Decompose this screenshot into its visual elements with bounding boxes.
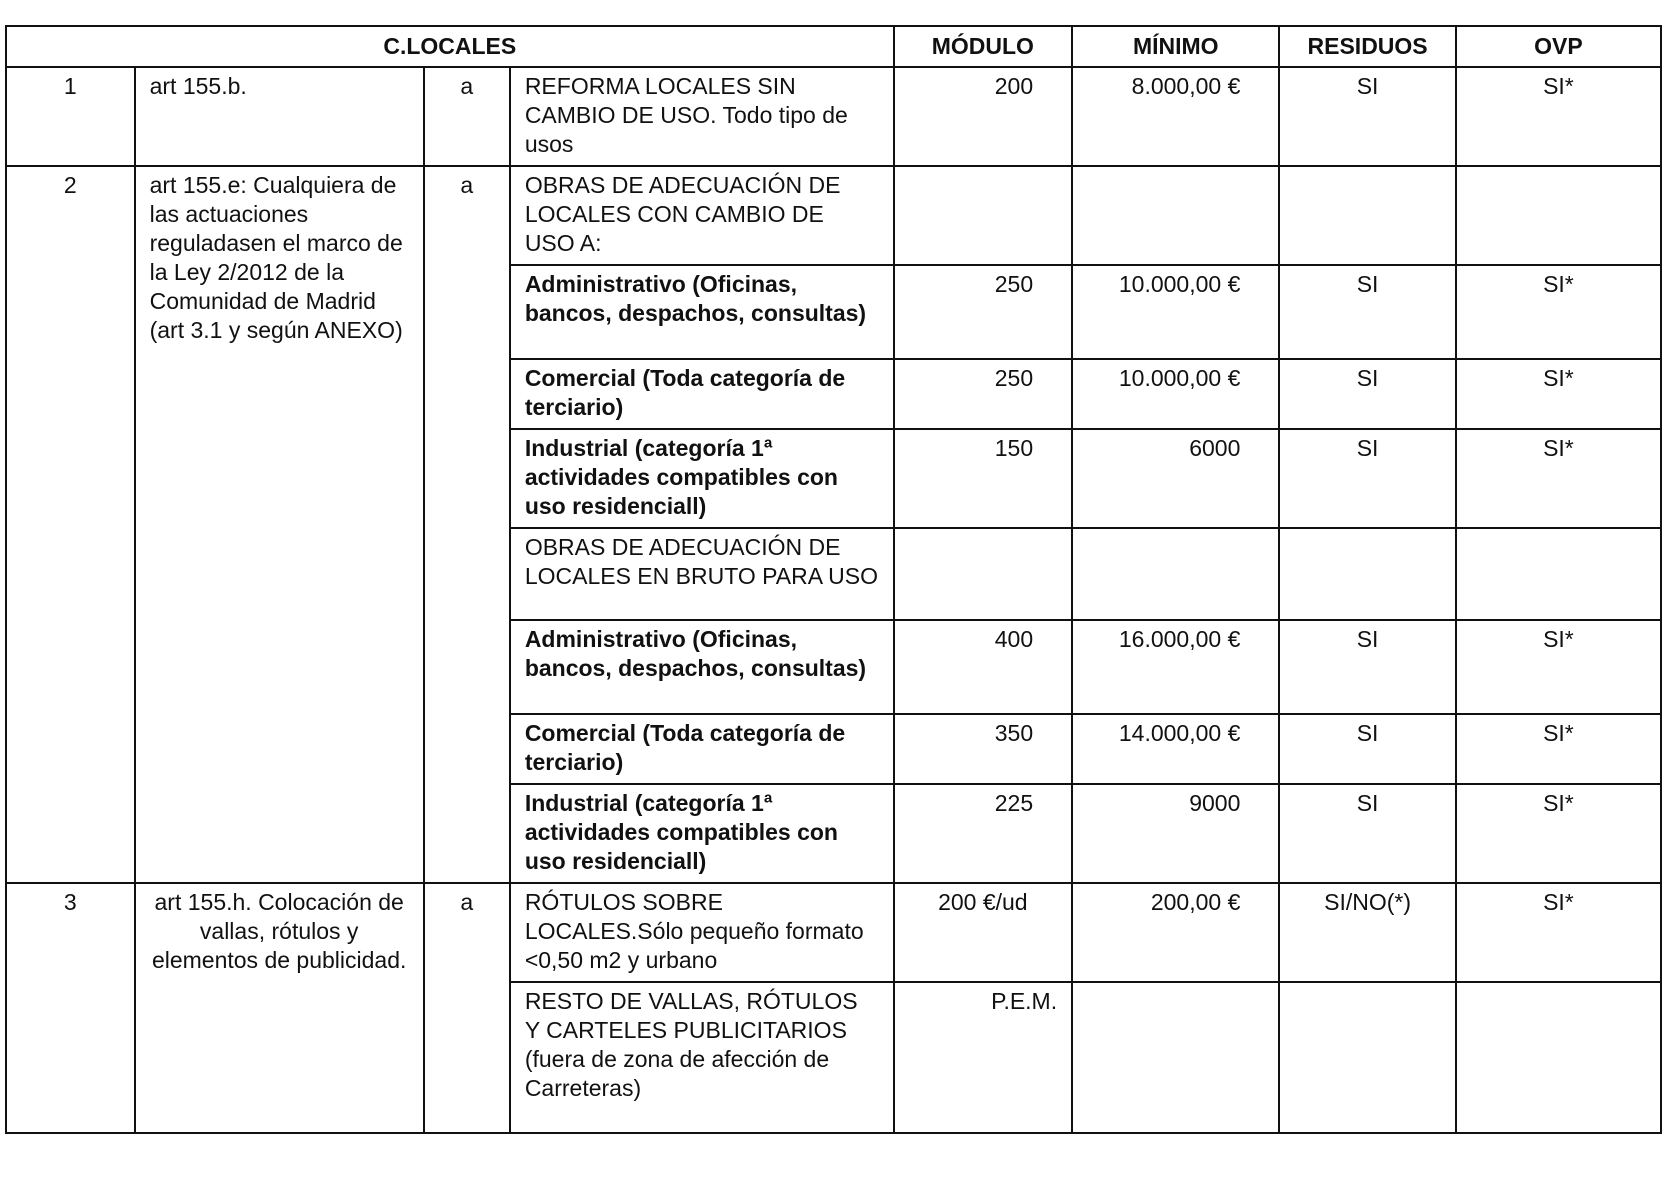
minimo-cell: 14.000,00 € (1072, 714, 1279, 784)
description-cell: OBRAS DE ADECUACIÓN DE LOCALES CON CAMBIO DE USO A: (510, 166, 894, 265)
row-number: 3 (6, 883, 135, 1133)
header-row (6, 26, 1661, 67)
description-cell: REFORMA LOCALES SIN CAMBIO DE USO. Todo tipo de usos (510, 67, 894, 166)
description-cell: Administrativo (Oficinas, bancos, despachos, consultas) (510, 620, 894, 714)
minimo-cell: 10.000,00 € (1072, 265, 1279, 359)
ovp-cell: SI* (1456, 784, 1661, 883)
modulo-cell (894, 166, 1073, 265)
table-row (6, 166, 1661, 265)
residuos-cell (1279, 528, 1455, 620)
header-section: C.LOCALES (6, 26, 894, 67)
residuos-cell: SI (1279, 67, 1455, 166)
description-cell: RESTO DE VALLAS, RÓTULOS Y CARTELES PUBLICITARIOS (fuera de zona de afección de Carreteras) (510, 982, 894, 1133)
ovp-cell: SI* (1456, 883, 1661, 982)
article-cell: art 155.b. (135, 67, 424, 166)
description-cell: OBRAS DE ADECUACIÓN DE LOCALES EN BRUTO PARA USO (510, 528, 894, 620)
ovp-cell: SI* (1456, 359, 1661, 429)
header-ovp: OVP (1456, 26, 1661, 67)
residuos-cell: SI/NO(*) (1279, 883, 1455, 982)
description-cell: Industrial (categoría 1ª actividades compatibles con uso residenciall) (510, 429, 894, 528)
locales-table (5, 25, 1662, 1134)
residuos-cell: SI (1279, 620, 1455, 714)
row-number: 1 (6, 67, 135, 166)
description-cell: RÓTULOS SOBRE LOCALES.Sólo pequeño formato <0,50 m2 y urbano (510, 883, 894, 982)
minimo-cell: 6000 (1072, 429, 1279, 528)
residuos-cell: SI (1279, 714, 1455, 784)
header-minimo: MÍNIMO (1072, 26, 1279, 67)
modulo-cell: 200 €/ud (894, 883, 1073, 982)
minimo-cell (1072, 982, 1279, 1133)
header-residuos: RESIDUOS (1279, 26, 1455, 67)
row-number: 2 (6, 166, 135, 883)
minimo-cell (1072, 528, 1279, 620)
residuos-cell: SI (1279, 784, 1455, 883)
modulo-cell (894, 528, 1073, 620)
description-cell: Administrativo (Oficinas, bancos, despachos, consultas) (510, 265, 894, 359)
minimo-cell: 16.000,00 € (1072, 620, 1279, 714)
article-cell: art 155.h. Colocación de vallas, rótulos y elementos de publicidad. (135, 883, 424, 1133)
ovp-cell: SI* (1456, 429, 1661, 528)
residuos-cell: SI (1279, 429, 1455, 528)
ovp-cell (1456, 528, 1661, 620)
residuos-cell (1279, 166, 1455, 265)
table-row (6, 67, 1661, 166)
modulo-cell: 400 (894, 620, 1073, 714)
ovp-cell: SI* (1456, 265, 1661, 359)
description-cell: Industrial (categoría 1ª actividades compatibles con uso residenciall) (510, 784, 894, 883)
modulo-cell: 250 (894, 265, 1073, 359)
ovp-cell: SI* (1456, 714, 1661, 784)
residuos-cell: SI (1279, 265, 1455, 359)
letter-cell: a (424, 883, 510, 1133)
article-cell: art 155.e: Cualquiera de las actuaciones reguladasen el marco de la Ley 2/2012 de la Comunidad de Madrid (art 3.1 y según ANEXO) (135, 166, 424, 883)
minimo-cell: 8.000,00 € (1072, 67, 1279, 166)
minimo-cell: 9000 (1072, 784, 1279, 883)
modulo-cell: 250 (894, 359, 1073, 429)
ovp-cell: SI* (1456, 620, 1661, 714)
minimo-cell: 200,00 € (1072, 883, 1279, 982)
table-row (6, 883, 1661, 982)
modulo-cell: 200 (894, 67, 1073, 166)
residuos-cell: SI (1279, 359, 1455, 429)
modulo-cell: 150 (894, 429, 1073, 528)
minimo-cell (1072, 166, 1279, 265)
ovp-cell: SI* (1456, 67, 1661, 166)
ovp-cell (1456, 166, 1661, 265)
description-cell: Comercial (Toda categoría de terciario) (510, 359, 894, 429)
header-modulo: MÓDULO (894, 26, 1073, 67)
modulo-cell: 350 (894, 714, 1073, 784)
ovp-cell (1456, 982, 1661, 1133)
letter-cell: a (424, 67, 510, 166)
modulo-cell: 225 (894, 784, 1073, 883)
residuos-cell (1279, 982, 1455, 1133)
modulo-cell: P.E.M. (894, 982, 1073, 1133)
letter-cell: a (424, 166, 510, 883)
description-cell: Comercial (Toda categoría de terciario) (510, 714, 894, 784)
minimo-cell: 10.000,00 € (1072, 359, 1279, 429)
